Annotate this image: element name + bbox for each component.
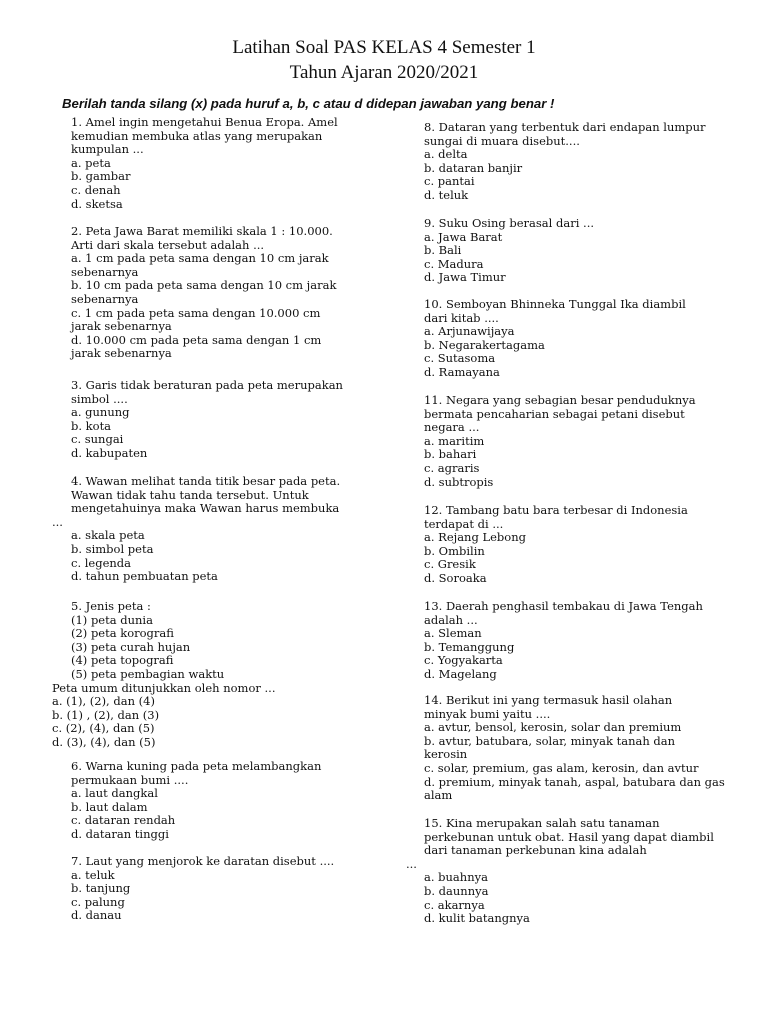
question-line: permukaan bumi .... — [71, 772, 189, 787]
question-line: d. kabupaten — [71, 445, 148, 460]
question-line: c. legenda — [71, 555, 132, 570]
question-line: a. maritim — [424, 433, 485, 448]
question-line: bermata pencaharian sebagai petani disebut — [424, 406, 685, 421]
question-line: a. laut dangkal — [71, 786, 158, 801]
question-line: simbol .... — [71, 391, 128, 406]
question-line: a. gunung — [71, 405, 130, 420]
question-line: a. Rejang Lebong — [424, 530, 526, 545]
question-line: kumpulan ... — [71, 142, 144, 157]
question-line: d. kulit batangnya — [424, 911, 530, 926]
question-line: perkebunan untuk obat. Hasil yang dapat diambil — [424, 829, 714, 844]
question-line: d. Magelang — [424, 666, 497, 681]
question-line: 7. Laut yang menjorok ke daratan disebut .... — [71, 854, 335, 868]
question-4 — [52, 474, 341, 584]
question-line: c. pantai — [424, 174, 475, 189]
question-line: a. buahnya — [424, 870, 488, 885]
question-line: jarak sebenarnya — [71, 319, 172, 334]
question-line: Arti dari skala tersebut adalah ... — [71, 237, 265, 252]
question-line: c. dataran rendah — [71, 813, 176, 828]
question-line: c. Sutasoma — [424, 351, 496, 366]
question-line: ... — [52, 514, 63, 529]
question-line: b. 10 cm pada peta sama dengan 10 cm jarak — [71, 278, 337, 293]
question-line: d. (3), (4), dan (5) — [52, 734, 156, 749]
question-line: (1) peta dunia — [71, 612, 153, 627]
question-line: c. Madura — [424, 256, 484, 271]
question-line: a. avtur, bensol, kerosin, solar dan premium — [424, 720, 682, 735]
question-line: alam — [424, 788, 453, 803]
question-line: 15. Kina merupakan salah satu tanaman — [424, 816, 660, 830]
question-line: 5. Jenis peta : — [71, 599, 151, 613]
question-line: c. sungai — [71, 432, 124, 447]
question-5 — [52, 599, 280, 750]
question-line: c. 1 cm pada peta sama dengan 10.000 cm — [71, 305, 321, 320]
question-line: b. (1) , (2), dan (3) — [52, 707, 160, 722]
question-9 — [406, 216, 595, 285]
question-line: c. solar, premium, gas alam, kerosin, dan avtur — [424, 760, 699, 775]
instruction-text: Berilah tanda silang (x) pada huruf a, b, c atau d didepan jawaban yang benar ! — [62, 96, 555, 111]
question-line: 6. Warna kuning pada peta melambangkan — [71, 759, 322, 773]
question-line: a. peta — [71, 155, 111, 170]
question-line: mengetahuinya maka Wawan harus membuka — [71, 501, 340, 516]
question-line: d. Ramayana — [424, 364, 500, 379]
question-6 — [56, 759, 322, 842]
question-line: c. Gresik — [424, 557, 476, 572]
question-line: b. Negarakertagama — [424, 337, 545, 352]
question-line: d. sketsa — [71, 196, 123, 211]
question-line: b. gambar — [71, 169, 131, 184]
question-line: b. dataran banjir — [424, 160, 523, 175]
question-line: adalah ... — [424, 612, 478, 627]
question-line: (2) peta korografi — [71, 626, 174, 641]
question-line: 8. Dataran yang terbentuk dari endapan lumpur — [424, 120, 706, 134]
question-line: d. danau — [71, 908, 122, 923]
question-line: b. tanjung — [71, 881, 131, 896]
question-line: d. 10.000 cm pada peta sama dengan 1 cm — [71, 332, 322, 347]
question-line: d. Jawa Timur — [424, 270, 506, 285]
question-line: c. agraris — [424, 460, 480, 475]
question-line: negara ... — [424, 420, 480, 435]
question-line: c. denah — [71, 182, 121, 197]
question-line: d. premium, minyak tanah, aspal, batubara dan gas — [424, 774, 725, 789]
question-line: 14. Berikut ini yang termasuk hasil olahan — [424, 693, 673, 707]
question-line: a. teluk — [71, 867, 115, 882]
question-10 — [406, 297, 686, 380]
question-line: 9. Suku Osing berasal dari ... — [424, 216, 595, 230]
question-7 — [56, 854, 335, 923]
question-line: d. tahun pembuatan peta — [71, 569, 218, 584]
question-line: kemudian membuka atlas yang merupakan — [71, 128, 323, 143]
question-line: a. Jawa Barat — [424, 229, 503, 244]
question-3 — [56, 378, 343, 461]
question-14 — [406, 693, 725, 803]
question-line: Peta umum ditunjukkan oleh nomor ... — [52, 680, 276, 695]
question-13 — [406, 599, 703, 682]
question-line: 13. Daerah penghasil tembakau di Jawa Tengah — [424, 599, 703, 613]
question-line: (4) peta topografi — [71, 653, 174, 668]
question-line: b. daunnya — [424, 883, 489, 898]
question-line: c. (2), (4), dan (5) — [52, 721, 155, 736]
page-title: Latihan Soal PAS KELAS 4 Semester 1 — [232, 37, 536, 58]
question-line: 1. Amel ingin mengetahui Benua Eropa. Amel — [71, 115, 338, 129]
question-line: a. 1 cm pada peta sama dengan 10 cm jarak — [71, 251, 329, 266]
question-line: d. teluk — [424, 187, 469, 202]
question-line: 10. Semboyan Bhinneka Tunggal Ika diambil — [424, 297, 686, 311]
question-line: 4. Wawan melihat tanda titik besar pada peta. — [71, 474, 341, 488]
question-line: b. Bali — [424, 243, 462, 258]
question-line: d. Soroaka — [424, 570, 487, 585]
question-line: c. Yogyakarta — [424, 653, 503, 668]
question-line: c. palung — [71, 894, 125, 909]
question-8 — [406, 120, 706, 203]
question-line: a. (1), (2), dan (4) — [52, 694, 155, 709]
question-line: Wawan tidak tahu tanda tersebut. Untuk — [71, 487, 309, 502]
question-line: 12. Tambang batu bara terbesar di Indonesia — [424, 503, 688, 517]
question-line: b. kota — [71, 418, 112, 433]
question-line: b. laut dalam — [71, 799, 148, 814]
question-line: sebenarnya — [71, 291, 139, 306]
question-line: b. Temanggung — [424, 639, 515, 654]
question-line: dari tanaman perkebunan kina adalah — [424, 843, 647, 858]
question-line: sebenarnya — [71, 264, 139, 279]
question-line: c. akarnya — [424, 897, 485, 912]
question-line: ... — [406, 856, 417, 871]
question-line: sungai di muara disebut.... — [424, 133, 580, 148]
question-2 — [56, 224, 337, 361]
question-1 — [56, 115, 338, 211]
question-12 — [406, 503, 688, 586]
question-15 — [406, 816, 714, 926]
question-line: b. Ombilin — [424, 543, 485, 558]
question-line: b. simbol peta — [71, 541, 154, 556]
question-11 — [406, 393, 696, 489]
question-line: a. Sleman — [424, 626, 482, 641]
question-line: a. skala peta — [71, 528, 145, 543]
question-line: b. bahari — [424, 447, 477, 462]
question-line: 11. Negara yang sebagian besar penduduknya — [424, 393, 696, 407]
question-line: minyak bumi yaitu .... — [424, 706, 551, 721]
question-line: (3) peta curah hujan — [71, 639, 191, 654]
question-line: dari kitab .... — [424, 310, 499, 325]
question-line: jarak sebenarnya — [71, 346, 172, 361]
question-line: 2. Peta Jawa Barat memiliki skala 1 : 10.000. — [71, 224, 333, 238]
page-subtitle: Tahun Ajaran 2020/2021 — [289, 62, 479, 83]
question-line: (5) peta pembagian waktu — [71, 666, 225, 681]
question-line: a. Arjunawijaya — [424, 324, 515, 339]
question-line: a. delta — [424, 147, 468, 162]
question-line: b. avtur, batubara, solar, minyak tanah dan — [424, 733, 676, 748]
question-line: d. dataran tinggi — [71, 826, 169, 841]
question-line: kerosin — [424, 747, 468, 762]
question-line: 3. Garis tidak beraturan pada peta merupakan — [71, 378, 343, 392]
question-line: terdapat di ... — [424, 516, 504, 531]
question-line: d. subtropis — [424, 474, 494, 489]
